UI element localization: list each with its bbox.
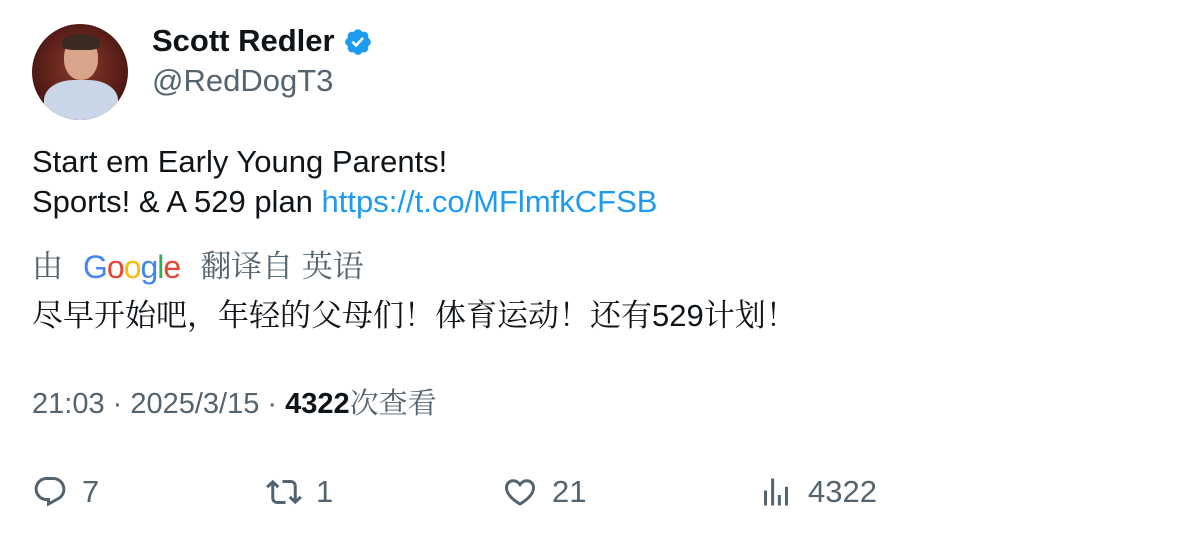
tweet-text xyxy=(32,142,657,222)
author-name-row xyxy=(152,22,373,60)
repost-icon xyxy=(266,474,302,510)
translated-text: 尽早开始吧，年轻的父母们！体育运动！还有529计划！ xyxy=(32,298,797,333)
tweet-link[interactable]: https://t.co/MFlmfkCFSB xyxy=(321,184,658,219)
like-button[interactable] xyxy=(502,470,586,514)
tweet-date[interactable]: 2025/3/15 xyxy=(130,388,260,420)
meta-separator: · xyxy=(259,388,286,420)
heart-icon xyxy=(502,474,538,510)
tweet-line-2 xyxy=(32,182,657,222)
author-avatar[interactable] xyxy=(32,24,128,120)
views-action-count: 4322 xyxy=(808,474,877,509)
meta-separator: · xyxy=(104,388,131,420)
like-count: 21 xyxy=(552,474,587,509)
translation-attribution xyxy=(32,248,364,286)
avatar-hair xyxy=(62,34,100,50)
reply-count: 7 xyxy=(82,474,100,509)
action-bar xyxy=(32,470,1132,514)
views-label: 次查看 xyxy=(349,388,437,420)
views-count: 4322 xyxy=(285,388,350,420)
author-name[interactable]: Scott Redler xyxy=(152,23,335,58)
repost-button[interactable] xyxy=(266,470,333,514)
views-button[interactable] xyxy=(758,470,877,514)
tweet-line-1: Start em Early Young Parents! xyxy=(32,144,448,179)
tweet-line-2-text: Sports! & A 529 plan xyxy=(32,184,322,219)
tweet-meta xyxy=(32,384,437,424)
verified-badge-icon[interactable] xyxy=(343,27,373,57)
translation-suffix[interactable]: 翻译自 英语 xyxy=(200,249,364,284)
avatar-shirt xyxy=(44,80,118,120)
analytics-icon xyxy=(758,474,794,510)
translation-prefix: 由 xyxy=(32,249,63,284)
reply-icon xyxy=(32,474,68,510)
google-logo[interactable]: Google xyxy=(83,249,181,285)
author-handle[interactable]: @RedDogT3 xyxy=(152,63,334,98)
tweet-time[interactable]: 21:03 xyxy=(32,388,105,420)
reply-button[interactable] xyxy=(32,470,99,514)
repost-count: 1 xyxy=(316,474,334,509)
